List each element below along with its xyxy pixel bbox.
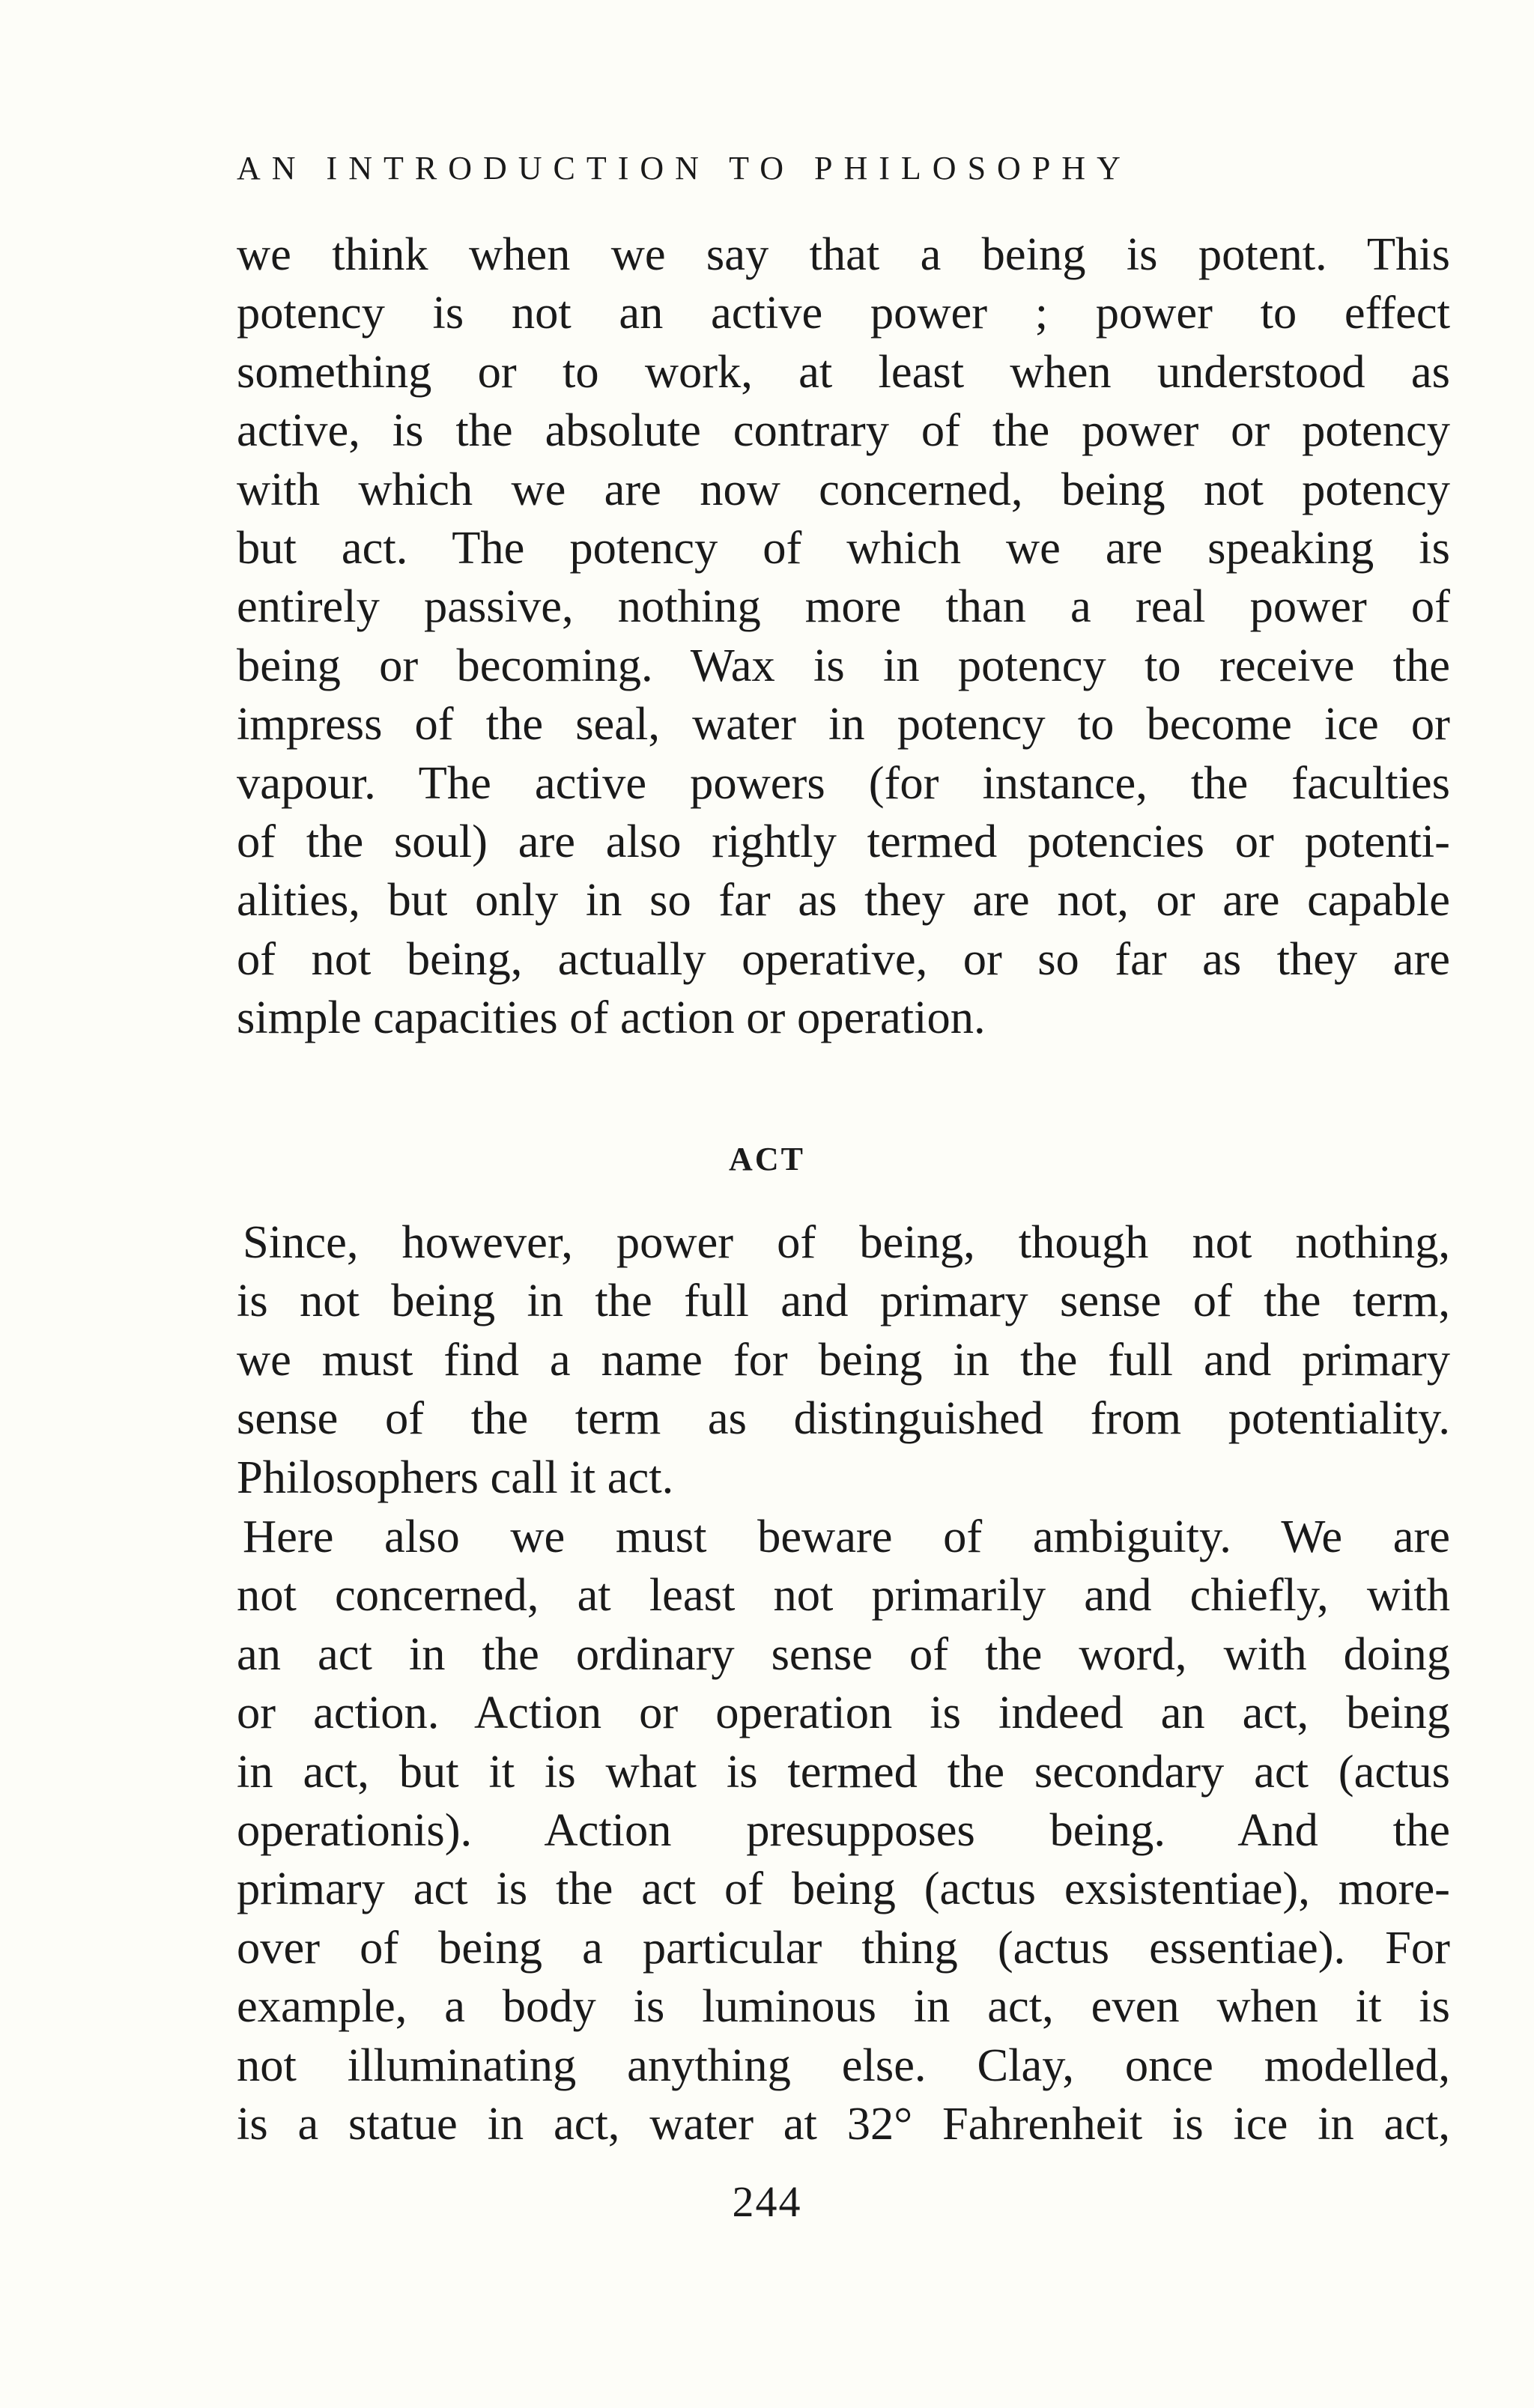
text-line: potency is not an active power ; power to effect [237, 286, 1450, 339]
text-line: alities, but only in so far as they are not, or are capable [237, 873, 1450, 926]
text-line: simple capacities of action or operation. [237, 991, 986, 1044]
paragraph-act-ambiguity [237, 1507, 1450, 2153]
text-line: but act. The potency of which we are speaking is [237, 521, 1450, 574]
text-line: an act in the ordinary sense of the word, with doing [237, 1627, 1450, 1680]
section-heading: ACT [729, 1141, 805, 1177]
text-line: Since, however, power of being, though not nothing, [243, 1216, 1450, 1268]
text-line: Here also we must beware of ambiguity. We are [243, 1510, 1450, 1562]
text-line: over of being a particular thing (actus essentiae). For [237, 1920, 1450, 1974]
text-line: of the soul) are also rightly termed potencies or potenti- [237, 814, 1450, 867]
text-line: something or to work, at least when understood as [237, 345, 1450, 398]
text-line: of not being, actually operative, or so far as they are [237, 932, 1450, 985]
text-line: with which we are now concerned, being not potency [237, 462, 1450, 515]
text-line: not illuminating anything else. Clay, once modelled, [237, 2038, 1450, 2091]
paragraph-potency [237, 225, 1450, 1046]
text-line: in act, but it is what is termed the secondary act (actus [237, 1744, 1450, 1798]
text-line: or action. Action or operation is indeed an act, being [237, 1686, 1450, 1739]
running-head: AN INTRODUCTION TO PHILOSOPHY [237, 150, 1132, 186]
text-line: we must find a name for being in the full and primary [237, 1332, 1450, 1386]
text-line: we think when we say that a being is potent. This [237, 228, 1450, 280]
text-line: Philosophers call it act. [237, 1450, 674, 1503]
text-line: is a statue in act, water at 32° Fahrenheit is ice in act, [237, 2096, 1450, 2150]
text-line: being or becoming. Wax is in potency to receive the [237, 638, 1450, 691]
text-line: not concerned, at least not primarily and chiefly, with [237, 1568, 1450, 1622]
text-line: example, a body is luminous in act, even when it is [237, 1980, 1450, 2033]
paragraph-act-intro [237, 1213, 1450, 1506]
text-line: primary act is the act of being (actus exsistentiae), more- [237, 1862, 1450, 1915]
text-line: impress of the seal, water in potency to become ice or [237, 697, 1450, 750]
text-line: entirely passive, nothing more than a real power of [237, 580, 1450, 633]
page-number: 244 [732, 2177, 802, 2226]
text-line: vapour. The active powers (for instance, the faculties [237, 756, 1450, 809]
text-line: operationis). Action presupposes being. And the [237, 1803, 1450, 1856]
text-line: sense of the term as distinguished from potentiality. [237, 1392, 1450, 1445]
text-line: is not being in the full and primary sense of the term, [237, 1274, 1450, 1327]
text-line: active, is the absolute contrary of the power or potency [237, 404, 1450, 457]
